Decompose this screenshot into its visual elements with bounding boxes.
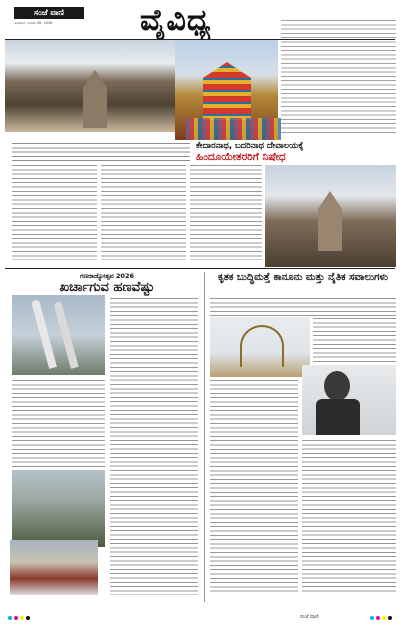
republic-day-text-2 [12,380,105,468]
ai-law-text-1 [313,318,396,363]
registration-cyan-icon-right [370,616,374,620]
robot-photo [302,365,396,435]
article-col-3 [190,165,262,260]
page-title: ವೈವಿಧ್ಯ [140,3,212,38]
column-divider [204,272,205,602]
pilgrims-photo [186,118,281,140]
page-footer [0,610,400,629]
side-text-column [281,20,396,140]
republic-day-header [12,272,202,295]
kedarnath-headline [196,141,396,164]
headline-line-1: ಕೇದಾರನಾಥ, ಬದರಿನಾಥ ದೇವಾಲಯಕ್ಕೆ [196,141,304,151]
ai-law-text-3 [302,440,396,595]
republic-day-headline: ಖರ್ಚಾಗುವ ಹಣವೆಷ್ಟು [59,280,155,295]
registration-black-icon-right [388,616,392,620]
registration-magenta-icon-right [376,616,380,620]
date-line: ಬುಧವಾರ, ಜನವರಿ 28, 2026 [14,21,53,25]
republic-day-text-1 [110,298,198,468]
section-rule [5,268,395,269]
kedarnath-temple-photo [265,165,396,267]
ai-law-intro [210,298,396,316]
parade-photo [10,540,98,595]
registration-black-icon [26,616,30,620]
registration-cyan-icon [8,616,12,620]
kedarnath-photo [5,40,185,132]
article-col-1 [12,165,97,260]
registration-yellow-icon [20,616,24,620]
registration-magenta-icon [14,616,18,620]
ai-law-headline: ಕೃತಕ ಬುದ್ಧಿಮತ್ತೆ ಕಾನೂನು ಮತ್ತು ನೈತಿಕ ಸವಾಲುಗಳು [217,272,389,283]
article-col-2 [101,165,186,260]
headline-line-2: ಹಿಂದೂಯೇತರರಿಗೆ ನಿಷೇಧ [196,151,286,163]
tanks-photo [12,470,105,547]
ai-law-header [210,272,396,284]
republic-day-text-3 [110,470,198,595]
lead-paragraph [12,143,190,163]
registration-yellow-icon-right [382,616,386,620]
justice-scale-photo [210,317,310,377]
brand-logo: ಸಂಜೆ ವಾಣಿ [14,7,84,19]
missile-photo [12,295,105,375]
ai-law-text-2 [210,380,298,595]
republic-day-kicker: ಗಣರಾಜ್ಯೋತ್ಸವ 2026 [80,272,134,280]
footer-brand: ಸಂಜೆ ವಾಣಿ [300,614,319,620]
